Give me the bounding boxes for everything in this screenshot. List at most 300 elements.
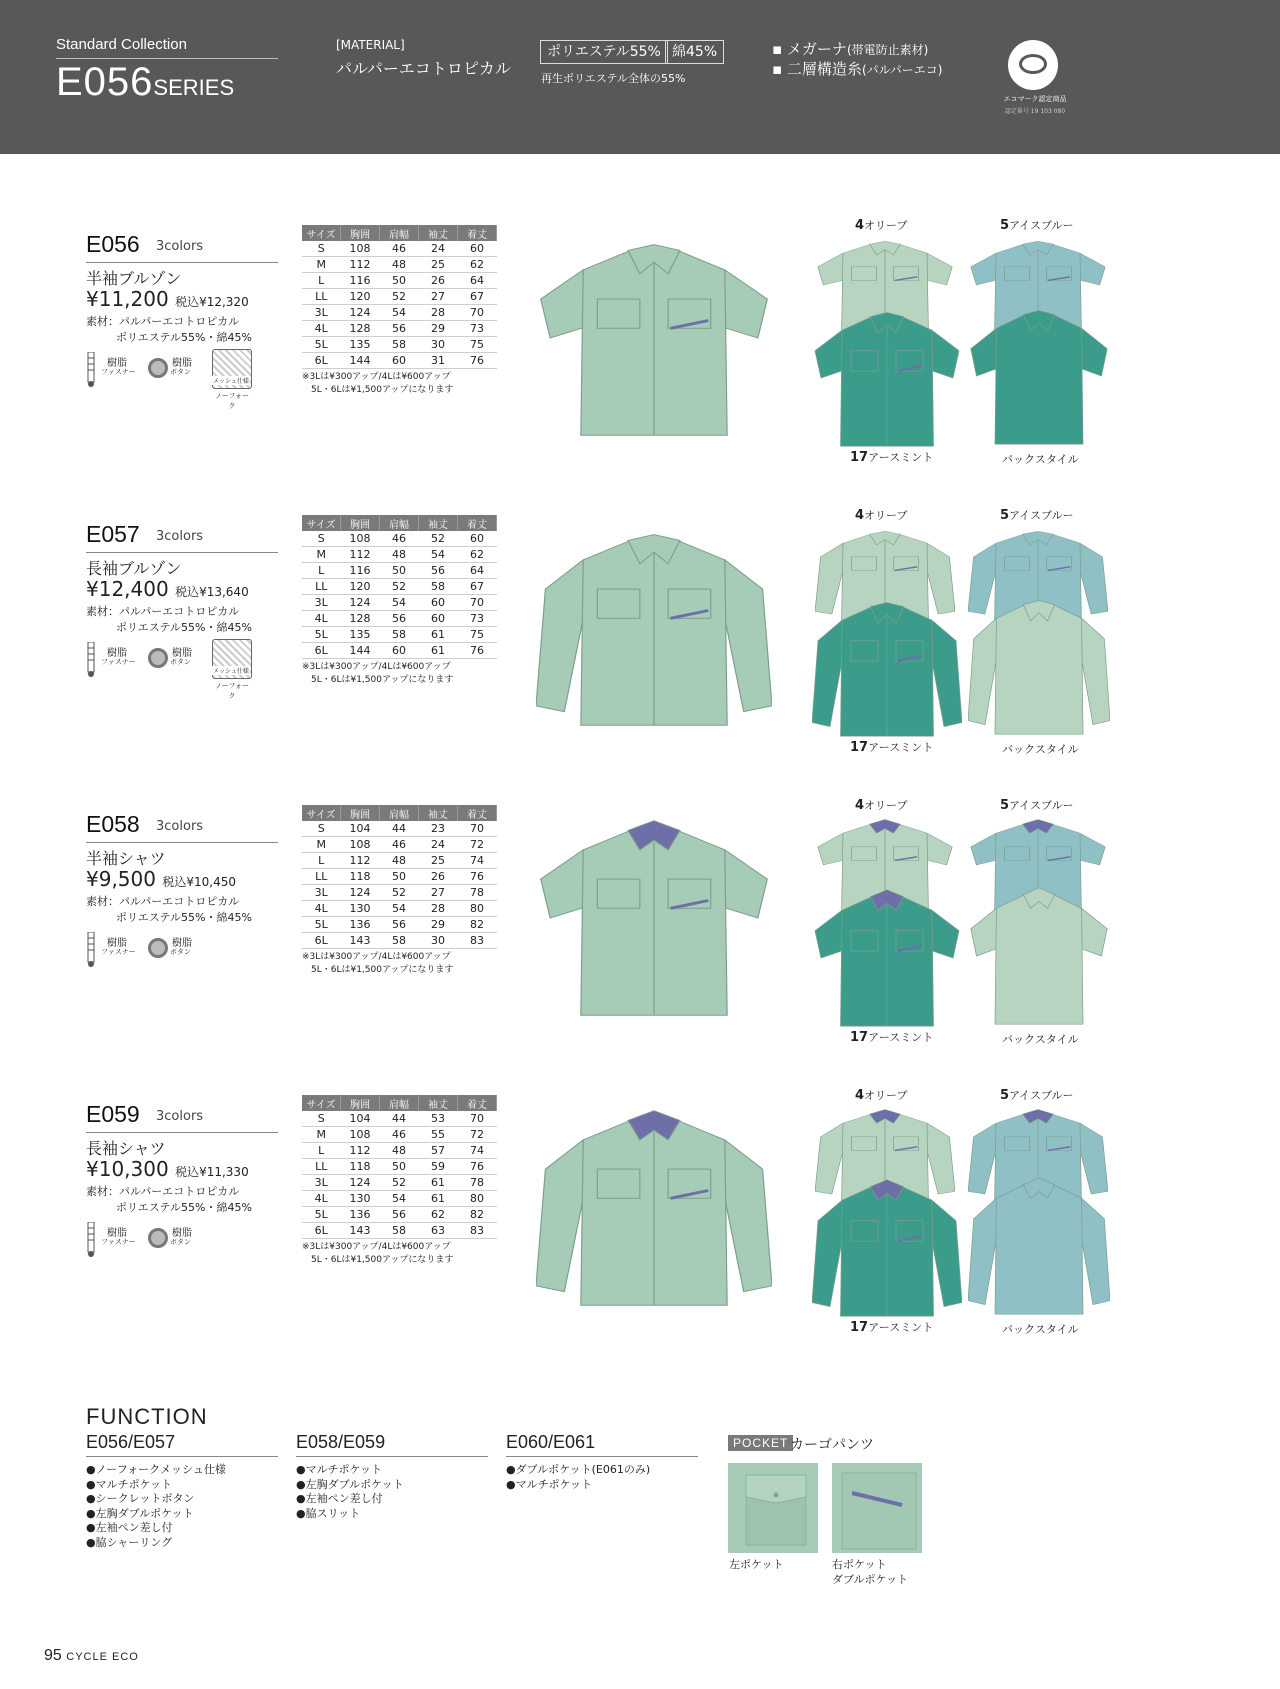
table-cell: 143 xyxy=(341,933,380,949)
ecomark-icon xyxy=(1008,40,1058,90)
size-table-header: 着丈 xyxy=(458,805,497,821)
table-cell: M xyxy=(302,1127,341,1143)
material-line: 素材：パルパーエコトロピカル xyxy=(86,315,240,328)
table-cell: 50 xyxy=(380,563,419,579)
material-composition: ポリエステル55%・綿45% xyxy=(116,331,252,344)
collection-label: Standard Collection xyxy=(56,36,187,53)
size-table-header: 着丈 xyxy=(458,1095,497,1111)
table-cell: 46 xyxy=(380,531,419,547)
button-label: 樹脂 xyxy=(172,1228,192,1239)
table-cell: 4L xyxy=(302,611,341,627)
zipper-icon xyxy=(86,1222,96,1258)
material-line: 素材：パルパーエコトロピカル xyxy=(86,895,240,908)
zipper-icon xyxy=(86,932,96,968)
product-section-e059 xyxy=(0,1088,1280,1355)
table-cell: 3L xyxy=(302,1175,341,1191)
table-cell: L xyxy=(302,273,341,289)
product-section-e056 xyxy=(0,218,1280,485)
table-cell: 120 xyxy=(341,289,380,305)
back-style-image xyxy=(968,881,1110,1035)
series-suffix: SERIES xyxy=(153,75,235,100)
function-column-e058 xyxy=(296,1432,488,1521)
table-cell: 3L xyxy=(302,595,341,611)
zipper-label: 樹脂 xyxy=(107,358,127,369)
table-cell: 61 xyxy=(419,643,458,659)
function-item: ●左袖ペン差し付 xyxy=(296,1492,383,1505)
function-column-heading: E060/E061 xyxy=(506,1432,698,1457)
table-row xyxy=(302,821,497,837)
table-cell: LL xyxy=(302,579,341,595)
table-cell: 78 xyxy=(458,1175,497,1191)
table-row xyxy=(302,595,497,611)
table-cell: 58 xyxy=(380,933,419,949)
function-item: ●脇シャーリング xyxy=(86,1535,173,1549)
table-cell: 5L xyxy=(302,1207,341,1223)
table-cell: 62 xyxy=(458,547,497,563)
table-cell: 108 xyxy=(341,531,380,547)
function-item: ●ダブルポケット(E061のみ) xyxy=(506,1463,651,1476)
size-table-header: 袖丈 xyxy=(419,805,458,821)
size-surcharge-note-2: 5L・6Lは¥1,500アップになります xyxy=(311,965,454,975)
product-name: 半袖ブルゾン xyxy=(86,269,182,288)
table-row xyxy=(302,1111,497,1127)
zipper-icon xyxy=(86,642,96,678)
table-cell: 61 xyxy=(419,1175,458,1191)
price-tax-included: 税込¥11,330 xyxy=(175,1165,249,1179)
table-cell: 136 xyxy=(341,1207,380,1223)
table-row xyxy=(302,853,497,869)
product-code: E058 xyxy=(86,811,140,837)
table-cell: 6L xyxy=(302,933,341,949)
zipper-icon xyxy=(86,352,96,388)
table-cell: 112 xyxy=(341,853,380,869)
button-label: 樹脂 xyxy=(172,358,192,369)
back-style-image xyxy=(968,591,1110,745)
product-color-count: 3colors xyxy=(156,529,204,544)
table-cell: 128 xyxy=(341,611,380,627)
table-cell: 80 xyxy=(458,1191,497,1207)
pocket-badge: POCKET xyxy=(728,1435,793,1451)
product-code: E057 xyxy=(86,521,140,547)
table-cell: 130 xyxy=(341,901,380,917)
material-tag: [MATERIAL] xyxy=(336,38,405,52)
size-table-header: サイズ xyxy=(302,1095,341,1111)
table-cell: 63 xyxy=(419,1223,458,1239)
table-cell: 3L xyxy=(302,885,341,901)
zipper-label: 樹脂 xyxy=(107,938,127,949)
table-cell: 58 xyxy=(380,627,419,643)
table-cell: 56 xyxy=(380,321,419,337)
size-surcharge-note: ※3Lは¥300アップ/4Lは¥600アップ xyxy=(302,1242,451,1252)
page-number: 95 xyxy=(44,1647,62,1664)
table-cell: 6L xyxy=(302,353,341,369)
table-row xyxy=(302,1207,497,1223)
product-section-e058 xyxy=(0,798,1280,1065)
color-label-ice xyxy=(1000,797,1074,813)
series-title xyxy=(56,60,234,105)
table-cell: 61 xyxy=(419,627,458,643)
color-variant-earthmint xyxy=(812,883,962,1037)
recycled-note: 再生ポリエステル全体の55% xyxy=(541,72,686,85)
table-cell: 46 xyxy=(380,1127,419,1143)
table-cell: S xyxy=(302,241,341,257)
back-style-label: バックスタイル xyxy=(1002,453,1079,466)
feature-two-layer xyxy=(772,58,942,79)
footer-label: CYCLE ECO xyxy=(66,1651,139,1663)
table-cell: 25 xyxy=(419,257,458,273)
table-cell: 72 xyxy=(458,837,497,853)
table-cell: 54 xyxy=(380,305,419,321)
back-style-label: バックスタイル xyxy=(1002,1033,1079,1046)
table-cell: 56 xyxy=(380,1207,419,1223)
color-number: 17 xyxy=(850,740,869,755)
table-cell: 4L xyxy=(302,901,341,917)
table-cell: 112 xyxy=(341,547,380,563)
table-cell: 60 xyxy=(419,611,458,627)
color-name: アースミント xyxy=(868,1031,934,1044)
size-surcharge-note-2: 5L・6Lは¥1,500アップになります xyxy=(311,385,454,395)
color-label-olive xyxy=(855,507,908,523)
table-cell: 56 xyxy=(380,611,419,627)
table-cell: 75 xyxy=(458,627,497,643)
table-cell: 52 xyxy=(380,579,419,595)
right-pocket-label: 右ポケット xyxy=(832,1558,887,1571)
table-cell: 76 xyxy=(458,1159,497,1175)
product-name: 長袖ブルゾン xyxy=(86,559,182,578)
table-cell: L xyxy=(302,853,341,869)
table-cell: 29 xyxy=(419,917,458,933)
material-line: 素材：パルパーエコトロピカル xyxy=(86,1185,240,1198)
table-cell: 144 xyxy=(341,353,380,369)
function-item: ●脇スリット xyxy=(296,1506,361,1520)
table-cell: 30 xyxy=(419,933,458,949)
product-price xyxy=(86,287,249,311)
table-cell: 48 xyxy=(380,547,419,563)
table-cell: 135 xyxy=(341,337,380,353)
size-table xyxy=(302,225,497,369)
color-name: アースミント xyxy=(868,741,934,754)
table-cell: 54 xyxy=(380,595,419,611)
product-name: 半袖シャツ xyxy=(86,849,166,868)
product-color-count: 3colors xyxy=(156,819,204,834)
size-surcharge-note: ※3Lは¥300アップ/4Lは¥600アップ xyxy=(302,952,451,962)
table-row xyxy=(302,643,497,659)
table-cell: 135 xyxy=(341,627,380,643)
table-row xyxy=(302,869,497,885)
series-header xyxy=(0,0,1280,154)
table-row xyxy=(302,1143,497,1159)
color-label-olive xyxy=(855,217,908,233)
table-cell: 108 xyxy=(341,241,380,257)
size-surcharge-note: ※3Lは¥300アップ/4Lは¥600アップ xyxy=(302,662,451,672)
table-row xyxy=(302,273,497,289)
left-pocket-image xyxy=(728,1463,818,1553)
table-row xyxy=(302,627,497,643)
size-table-header: 肩幅 xyxy=(380,515,419,531)
button-icon xyxy=(148,938,168,958)
table-cell: 4L xyxy=(302,1191,341,1207)
color-number: 17 xyxy=(850,1320,869,1335)
color-variant-earthmint xyxy=(812,593,962,747)
color-number: 4 xyxy=(855,508,865,523)
color-name: アイスブルー xyxy=(1009,799,1074,812)
button-icon xyxy=(148,1228,168,1248)
size-table-header: 袖丈 xyxy=(419,515,458,531)
function-title: FUNCTION xyxy=(86,1404,208,1429)
ecomark-label: エコマーク認定商品 xyxy=(1003,95,1067,103)
table-cell: 23 xyxy=(419,821,458,837)
color-number: 17 xyxy=(850,1030,869,1045)
color-number: 5 xyxy=(1000,508,1010,523)
table-cell: 67 xyxy=(458,289,497,305)
size-table-header: 胸囲 xyxy=(341,515,380,531)
color-label-olive xyxy=(855,797,908,813)
size-table-header: 着丈 xyxy=(458,225,497,241)
table-cell: M xyxy=(302,837,341,853)
size-table-header: サイズ xyxy=(302,515,341,531)
main-product-image xyxy=(536,521,772,739)
mesh-icon-caption: メッシュ仕様 xyxy=(213,378,249,385)
material-composition: ポリエステル55%・綿45% xyxy=(116,911,252,924)
button-icon xyxy=(148,358,168,378)
table-cell: 130 xyxy=(341,1191,380,1207)
color-label-olive xyxy=(855,1087,908,1103)
table-cell: 3L xyxy=(302,305,341,321)
table-cell: LL xyxy=(302,289,341,305)
table-cell: 31 xyxy=(419,353,458,369)
table-cell: 54 xyxy=(380,1191,419,1207)
table-cell: S xyxy=(302,531,341,547)
table-cell: 80 xyxy=(458,901,497,917)
table-cell: 62 xyxy=(419,1207,458,1223)
material-composition: ポリエステル55%・綿45% xyxy=(116,621,252,634)
table-cell: 73 xyxy=(458,321,497,337)
color-label-ice xyxy=(1000,1087,1074,1103)
size-table-header: 胸囲 xyxy=(341,225,380,241)
table-cell: 73 xyxy=(458,611,497,627)
color-number: 4 xyxy=(855,218,865,233)
table-cell: 120 xyxy=(341,579,380,595)
product-code: E056 xyxy=(86,231,140,257)
product-code: E059 xyxy=(86,1101,140,1127)
table-row xyxy=(302,241,497,257)
color-label-earthmint xyxy=(850,449,933,465)
table-row xyxy=(302,289,497,305)
table-cell: 58 xyxy=(380,337,419,353)
table-cell: 82 xyxy=(458,1207,497,1223)
table-cell: 60 xyxy=(380,353,419,369)
color-number: 5 xyxy=(1000,798,1010,813)
table-row xyxy=(302,305,497,321)
color-name: アイスブルー xyxy=(1009,1089,1074,1102)
table-row xyxy=(302,321,497,337)
size-table-header: 肩幅 xyxy=(380,1095,419,1111)
table-cell: 118 xyxy=(341,1159,380,1175)
table-cell: L xyxy=(302,563,341,579)
table-cell: S xyxy=(302,1111,341,1127)
polyester-badge: ポリエステル55% xyxy=(540,40,668,64)
feature-megana-sub: (帯電防止素材) xyxy=(846,43,929,57)
table-cell: 143 xyxy=(341,1223,380,1239)
back-style-image xyxy=(968,301,1110,455)
table-row xyxy=(302,1223,497,1239)
table-cell: 70 xyxy=(458,595,497,611)
table-cell: 112 xyxy=(341,1143,380,1159)
color-name: オリーブ xyxy=(864,509,908,522)
price-tax-included: 税込¥12,320 xyxy=(175,295,249,309)
function-item: ●シークレットボタン xyxy=(86,1492,195,1505)
table-cell: 118 xyxy=(341,869,380,885)
price-value: ¥10,300 xyxy=(86,1157,169,1181)
color-number: 5 xyxy=(1000,218,1010,233)
table-cell: 108 xyxy=(341,837,380,853)
table-cell: 75 xyxy=(458,337,497,353)
mesh-icon-caption: メッシュ仕様 xyxy=(213,668,249,675)
table-cell: 27 xyxy=(419,289,458,305)
main-product-image xyxy=(536,811,772,1029)
function-item: ●左胸ダブルポケット xyxy=(86,1506,194,1520)
size-table-header: 袖丈 xyxy=(419,225,458,241)
table-cell: 124 xyxy=(341,885,380,901)
table-cell: 74 xyxy=(458,1143,497,1159)
table-cell: 25 xyxy=(419,853,458,869)
table-cell: 59 xyxy=(419,1159,458,1175)
table-row xyxy=(302,337,497,353)
table-cell: 26 xyxy=(419,869,458,885)
table-cell: 27 xyxy=(419,885,458,901)
size-table-header: 肩幅 xyxy=(380,805,419,821)
price-tax-included: 税込¥10,450 xyxy=(162,875,236,889)
zipper-sublabel: ファスナー xyxy=(101,948,136,956)
page-footer xyxy=(44,1647,139,1665)
table-cell: 6L xyxy=(302,1223,341,1239)
material-name: パルパーエコトロピカル xyxy=(336,59,511,78)
button-icon xyxy=(148,648,168,668)
button-label: 樹脂 xyxy=(172,938,192,949)
table-cell: 48 xyxy=(380,1143,419,1159)
table-cell: 50 xyxy=(380,273,419,289)
table-cell: 76 xyxy=(458,643,497,659)
table-cell: 60 xyxy=(458,531,497,547)
price-tax-included: 税込¥13,640 xyxy=(175,585,249,599)
product-divider xyxy=(86,262,278,263)
table-cell: 29 xyxy=(419,321,458,337)
main-product-image xyxy=(536,1101,772,1319)
table-cell: 116 xyxy=(341,273,380,289)
table-row xyxy=(302,1175,497,1191)
color-name: アイスブルー xyxy=(1009,219,1074,232)
function-column-heading: E058/E059 xyxy=(296,1432,488,1457)
button-sublabel: ボタン xyxy=(170,368,191,376)
size-table-header: 着丈 xyxy=(458,515,497,531)
table-cell: 70 xyxy=(458,305,497,321)
size-surcharge-note-2: 5L・6Lは¥1,500アップになります xyxy=(311,1255,454,1265)
color-name: アイスブルー xyxy=(1009,509,1074,522)
zipper-sublabel: ファスナー xyxy=(101,658,136,666)
color-label-ice xyxy=(1000,217,1074,233)
color-number: 5 xyxy=(1000,1088,1010,1103)
table-cell: 54 xyxy=(419,547,458,563)
table-cell: 64 xyxy=(458,563,497,579)
table-cell: 30 xyxy=(419,337,458,353)
table-cell: 56 xyxy=(419,563,458,579)
table-cell: 55 xyxy=(419,1127,458,1143)
table-cell: 24 xyxy=(419,837,458,853)
table-cell: 57 xyxy=(419,1143,458,1159)
product-name: 長袖シャツ xyxy=(86,1139,166,1158)
table-cell: 128 xyxy=(341,321,380,337)
right-pocket-image xyxy=(832,1463,922,1553)
color-number: 4 xyxy=(855,798,865,813)
product-price xyxy=(86,577,249,601)
table-cell: 112 xyxy=(341,257,380,273)
size-table-header: 袖丈 xyxy=(419,1095,458,1111)
table-row xyxy=(302,933,497,949)
back-style-image xyxy=(968,1171,1110,1325)
function-item: ●マルチポケット xyxy=(296,1463,383,1476)
table-cell: 28 xyxy=(419,901,458,917)
size-table-header: サイズ xyxy=(302,805,341,821)
function-column-heading: E056/E057 xyxy=(86,1432,278,1457)
table-cell: 136 xyxy=(341,917,380,933)
table-cell: 48 xyxy=(380,853,419,869)
table-cell: 62 xyxy=(458,257,497,273)
table-cell: 144 xyxy=(341,643,380,659)
table-cell: 52 xyxy=(380,885,419,901)
table-cell: 61 xyxy=(419,1191,458,1207)
table-row xyxy=(302,531,497,547)
table-cell: 58 xyxy=(419,579,458,595)
function-item: ●左胸ダブルポケット xyxy=(296,1477,404,1491)
table-cell: 28 xyxy=(419,305,458,321)
feature-megana-main: ▪ メガーナ xyxy=(772,40,847,58)
table-cell: 60 xyxy=(458,241,497,257)
table-row xyxy=(302,257,497,273)
product-divider xyxy=(86,1132,278,1133)
table-cell: 52 xyxy=(380,289,419,305)
feature-two-layer-sub: (パルパーエコ) xyxy=(861,63,943,77)
series-code: E056 xyxy=(56,60,154,104)
size-table xyxy=(302,805,497,949)
table-cell: 46 xyxy=(380,241,419,257)
table-cell: 44 xyxy=(380,1111,419,1127)
table-cell: 5L xyxy=(302,627,341,643)
double-pocket-label: ダブルポケット xyxy=(832,1573,909,1586)
table-cell: 46 xyxy=(380,837,419,853)
table-cell: 108 xyxy=(341,1127,380,1143)
color-name: オリーブ xyxy=(864,1089,908,1102)
table-cell: 56 xyxy=(380,917,419,933)
table-cell: 58 xyxy=(380,1223,419,1239)
table-row xyxy=(302,563,497,579)
norfolk-label: ノーフォーク xyxy=(214,392,250,410)
material-composition: ポリエステル55%・綿45% xyxy=(116,1201,252,1214)
table-cell: 78 xyxy=(458,885,497,901)
table-cell: 67 xyxy=(458,579,497,595)
table-cell: 82 xyxy=(458,917,497,933)
color-variant-earthmint xyxy=(812,1173,962,1327)
function-item: ●マルチポケット xyxy=(86,1477,173,1491)
table-cell: 104 xyxy=(341,821,380,837)
main-product-image xyxy=(536,231,772,449)
table-row xyxy=(302,353,497,369)
table-cell: 44 xyxy=(380,821,419,837)
color-label-ice xyxy=(1000,507,1074,523)
color-label-earthmint xyxy=(850,1319,933,1335)
price-value: ¥11,200 xyxy=(86,287,169,311)
product-color-count: 3colors xyxy=(156,1109,204,1124)
table-cell: 76 xyxy=(458,869,497,885)
